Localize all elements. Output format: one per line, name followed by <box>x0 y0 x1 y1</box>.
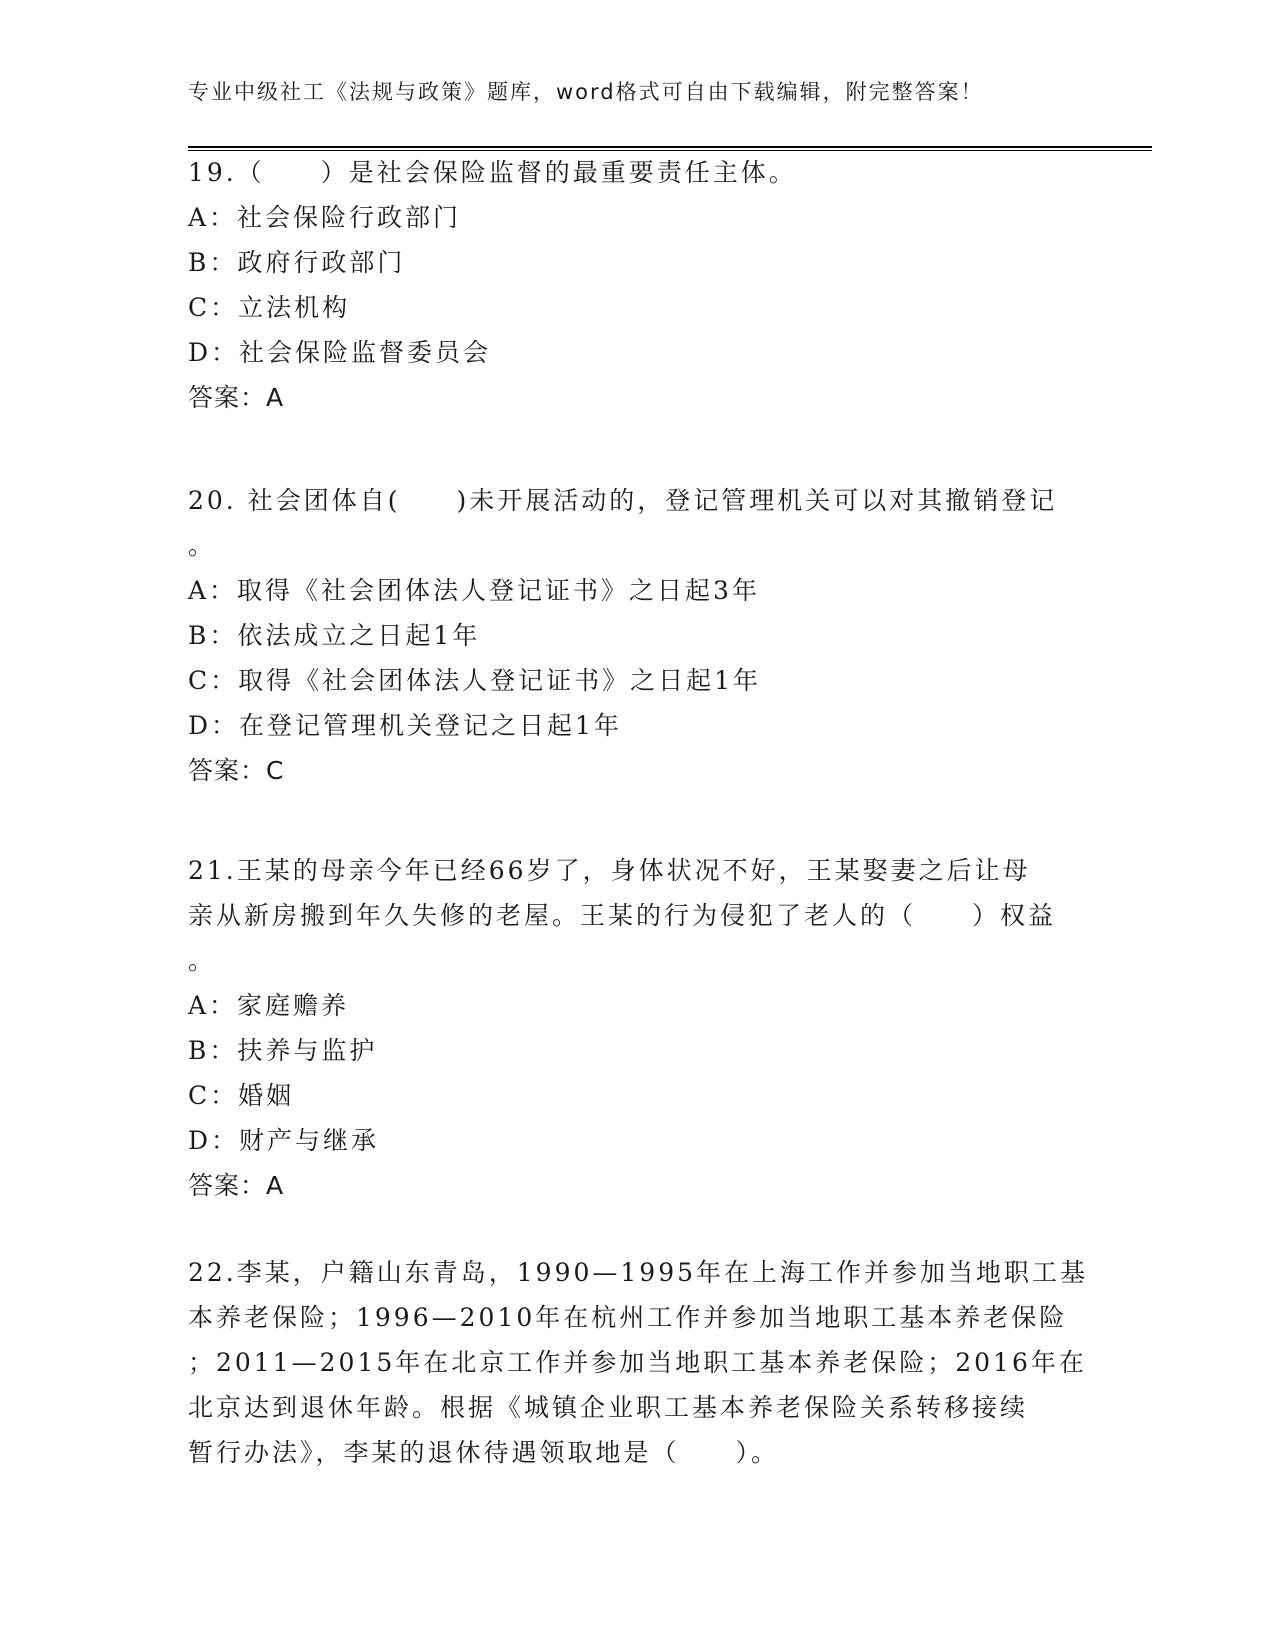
question-text: 21.王某的母亲今年已经66岁了，身体状况不好，王某娶妻之后让母 <box>188 856 1031 885</box>
answer: 答案：A <box>188 383 285 412</box>
option-d: D：财产与继承 <box>188 1126 380 1155</box>
option-d: D：社会保险监督委员会 <box>188 338 492 367</box>
question-text: 19.（ ）是社会保险监督的最重要责任主体。 <box>188 158 797 187</box>
option-d: D：在登记管理机关登记之日起1年 <box>188 711 622 740</box>
question-19 <box>188 150 1088 420</box>
header-rule-thick <box>188 146 1152 148</box>
answer: 答案：A <box>188 1171 285 1200</box>
question-text: 22.李某，户籍山东青岛，1990—1995年在上海工作并参加当地职工基 <box>188 1258 1089 1287</box>
question-text: 暂行办法》，李某的退休待遇领取地是（ ）。 <box>188 1438 780 1467</box>
option-b: B：依法成立之日起1年 <box>188 621 481 650</box>
option-c: C：婚姻 <box>188 1081 295 1110</box>
page-header: 专业中级社工《法规与政策》题库，word格式可自由下载编辑，附完整答案！ <box>188 80 984 104</box>
question-21 <box>188 848 1088 1208</box>
option-b: B：扶养与监护 <box>188 1036 378 1065</box>
option-c: C：取得《社会团体法人登记证书》之日起1年 <box>188 666 762 695</box>
option-a: A：家庭赡养 <box>188 991 350 1020</box>
option-b: B：政府行政部门 <box>188 248 406 277</box>
question-20 <box>188 478 1088 793</box>
question-text: 。 <box>188 531 217 560</box>
question-text: ；2011—2015年在北京工作并参加当地职工基本养老保险；2016年在 <box>188 1348 1087 1377</box>
option-a: A：取得《社会团体法人登记证书》之日起3年 <box>188 576 760 605</box>
question-text: 北京达到退休年龄。根据《城镇企业职工基本养老保险关系转移接续 <box>188 1393 1029 1422</box>
question-text: 本养老保险；1996—2010年在杭州工作并参加当地职工基本养老保险 <box>188 1303 1068 1332</box>
option-a: A：社会保险行政部门 <box>188 203 462 232</box>
answer: 答案：C <box>188 756 285 785</box>
question-text: 20. 社会团体自( )未开展活动的，登记管理机关可以对其撤销登记 <box>188 486 1058 515</box>
question-22 <box>188 1250 1088 1475</box>
question-text: 亲从新房搬到年久失修的老屋。王某的行为侵犯了老人的（ ）权益 <box>188 901 1057 930</box>
question-text: 。 <box>188 946 217 975</box>
option-c: C：立法机构 <box>188 293 351 322</box>
